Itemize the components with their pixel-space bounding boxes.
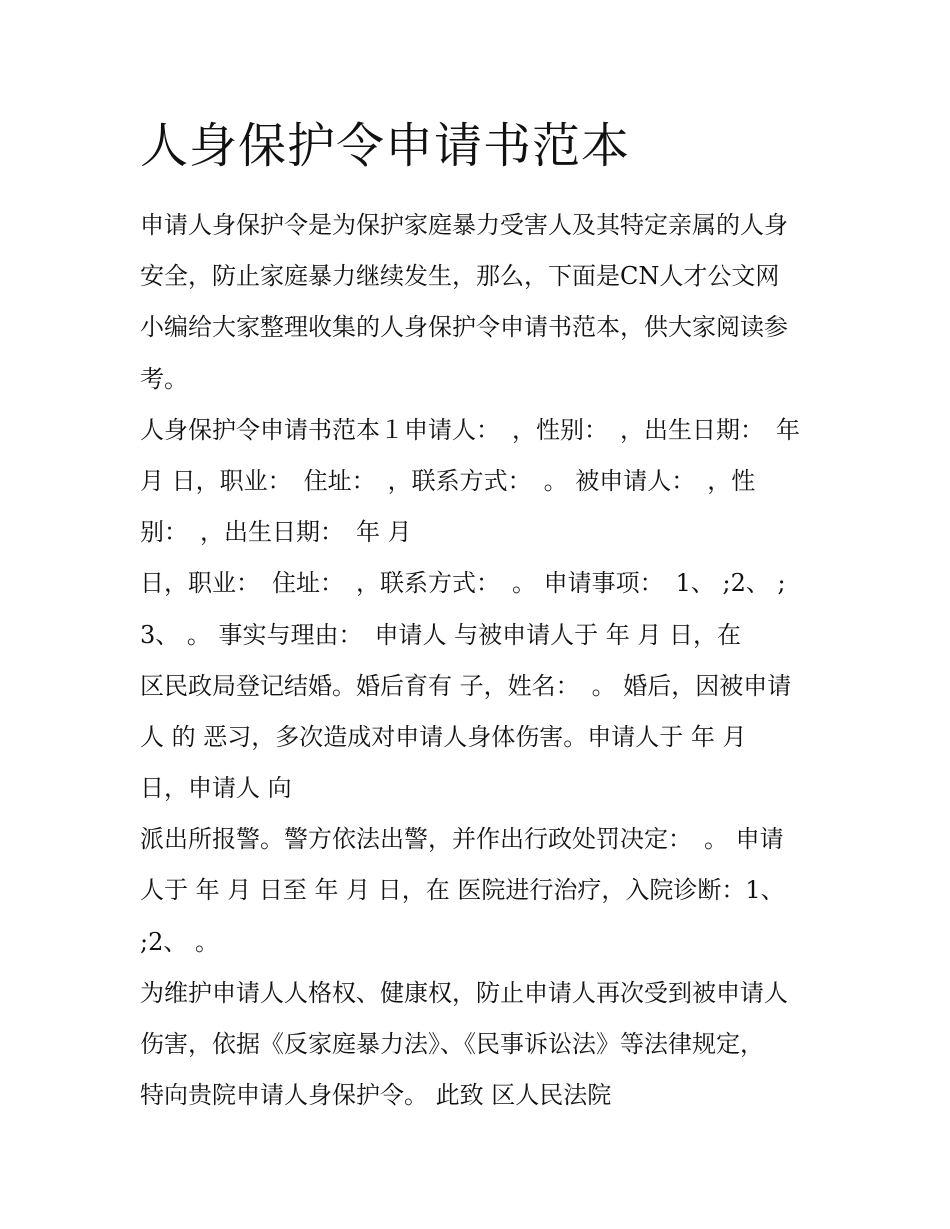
body-line: 日，职业： 住址： ，联系方式： 。 申请事项： 1、 ;2、 ;: [140, 569, 786, 598]
body-line: 为维护申请人人格权、健康权，防止申请人再次受到被申请人: [140, 978, 788, 1007]
document-title: 人身保护令申请书范本: [140, 118, 631, 174]
body-line: 考。: [140, 364, 188, 393]
body-line: 人身保护令申请书范本１申请人： ，性别： ，出生日期： 年: [140, 415, 800, 444]
body-line: 日，申请人 向: [140, 774, 292, 803]
body-line: 3、 。 事实与理由： 申请人 与被申请人于 年 月 日，在: [140, 620, 742, 649]
body-line: 人 的 恶习，多次造成对申请人身体伤害。申请人于 年 月: [140, 722, 747, 751]
body-line: 派出所报警。警方依法出警，并作出行政处罚决定： 。 申请: [140, 825, 784, 854]
body-line: 特向贵院申请人身保护令。 此致 区人民法院: [140, 1081, 612, 1110]
body-line: ;2、 。: [140, 927, 219, 956]
body-line: 小编给大家整理收集的人身保护令申请书范本，供大家阅读参: [140, 313, 788, 342]
body-line: 人于 年 月 日至 年 月 日，在 医院进行治疗，入院诊断：1、: [140, 876, 785, 905]
document-body: [140, 200, 820, 1121]
body-line: 伤害，依据《反家庭暴力法》、《民事诉讼法》等法律规定，: [140, 1030, 764, 1058]
body-line: 申请人身保护令是为保护家庭暴力受害人及其特定亲属的人身: [140, 211, 788, 239]
body-line: 月 日，职业： 住址： ，联系方式： 。 被申请人： ，性: [140, 466, 756, 495]
body-line: 安全，防止家庭暴力继续发生，那么，下面是CN人才公文网: [140, 262, 780, 291]
body-line: 别： ，出生日期： 年 月: [140, 518, 412, 547]
body-line: 区民政局登记结婚。婚后育有 子，姓名： 。 婚后，因被申请: [140, 671, 792, 700]
